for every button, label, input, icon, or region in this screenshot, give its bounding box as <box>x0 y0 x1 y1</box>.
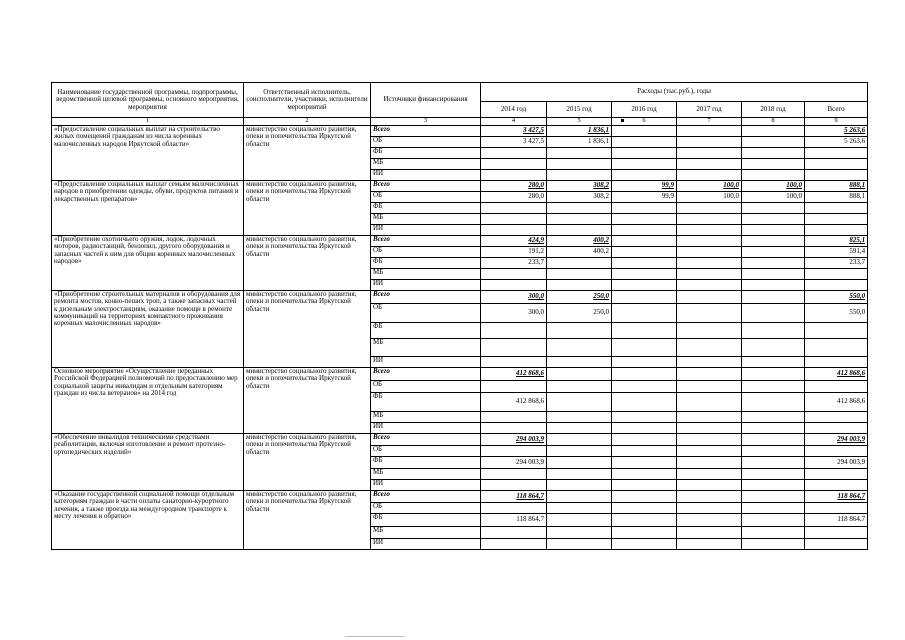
cell-total: 550,0 <box>805 291 868 304</box>
cell-value <box>612 357 677 368</box>
cell-value: 100,0 <box>742 192 805 203</box>
funding-source: ОБ <box>371 503 481 514</box>
cell-value <box>742 368 805 381</box>
cell-value <box>481 225 547 236</box>
funding-source: Всего <box>371 236 481 247</box>
cell-total <box>805 280 868 291</box>
header-costs: Расходы (тыс.руб.), годы <box>481 83 868 102</box>
funding-source: ФБ <box>371 258 481 269</box>
cell-value <box>612 225 677 236</box>
column-number: 3 <box>371 118 481 126</box>
cell-value <box>612 503 677 514</box>
funding-source: ОБ <box>371 381 481 393</box>
cell-total <box>805 469 868 480</box>
cell-value <box>742 203 805 214</box>
cell-value <box>612 323 677 339</box>
cell-value <box>481 159 547 170</box>
cell-value <box>612 159 677 170</box>
cell-value <box>742 423 805 434</box>
cell-value <box>677 446 742 457</box>
column-number: 2 <box>244 118 371 126</box>
cell-value <box>677 491 742 503</box>
funding-source: ОБ <box>371 192 481 203</box>
cell-value <box>742 137 805 148</box>
cell-total <box>805 339 868 357</box>
program-name: Основное мероприятие «Осуществление переданных Российской Федерацией полномочий по предоставлению мер социальной защиты инвалидам и отдельным категориям граждан из числа ветеранов» на 2014 год <box>52 368 244 434</box>
cell-value <box>742 503 805 514</box>
cell-value <box>612 170 677 181</box>
cell-total: 5 263,6 <box>805 126 868 137</box>
funding-source: МБ <box>371 269 481 280</box>
cell-value: 3 427,5 <box>481 137 547 148</box>
cell-value <box>547 423 612 434</box>
cell-value <box>742 393 805 412</box>
cell-value <box>547 323 612 339</box>
funding-source: Всего <box>371 126 481 137</box>
funding-source: ФБ <box>371 323 481 339</box>
cell-value <box>547 539 612 550</box>
cell-value <box>612 393 677 412</box>
funding-source: МБ <box>371 412 481 423</box>
cell-value <box>547 269 612 280</box>
cell-value <box>547 434 612 446</box>
cell-value: 412 868,6 <box>481 393 547 412</box>
cell-value <box>677 323 742 339</box>
program-name: «Приобретение охотничьего оружия, лодок, лодочных моторов, радиостанций, бензопил, другого оборудования и запасных частей к ним для общин коренных малочисленных народов» <box>52 236 244 291</box>
cell-value <box>547 159 612 170</box>
cell-value <box>677 126 742 137</box>
cell-total <box>805 527 868 539</box>
cell-value <box>547 469 612 480</box>
cell-value <box>547 514 612 527</box>
funding-source: Всего <box>371 181 481 192</box>
group-total-row <box>52 126 868 137</box>
cell-value <box>612 304 677 323</box>
program-name: «Предоставление социальных выплат на строительство жилых помещений гражданам из числа коренных малочисленных народов Иркутской области» <box>52 126 244 181</box>
cell-value <box>742 527 805 539</box>
cell-value <box>677 236 742 247</box>
cell-value <box>547 503 612 514</box>
cell-value: 400,2 <box>547 247 612 258</box>
cell-value <box>481 446 547 457</box>
column-numbers-row <box>52 118 868 126</box>
cell-value <box>742 280 805 291</box>
funding-source: ФБ <box>371 393 481 412</box>
program-name: «Обеспечение инвалидов техническими средствами реабилитации, включая изготовление и ремонт протезно-ортопедических изделий» <box>52 434 244 491</box>
cell-value <box>742 269 805 280</box>
cell-value <box>742 539 805 550</box>
column-number: 4 <box>481 118 547 126</box>
funding-source: Всего <box>371 368 481 381</box>
cell-value <box>547 203 612 214</box>
funding-source: ФБ <box>371 203 481 214</box>
cell-value <box>547 393 612 412</box>
cell-value <box>612 469 677 480</box>
cell-total <box>805 323 868 339</box>
cell-total <box>805 480 868 491</box>
header-year: 2014 год <box>481 102 547 118</box>
cell-value <box>742 148 805 159</box>
group-total-row <box>52 491 868 503</box>
executor: министерство социального развития, опеки и попечительства Иркутской области <box>244 236 371 291</box>
group-total-row <box>52 368 868 381</box>
header-row <box>52 83 868 102</box>
cell-value: 99,9 <box>612 181 677 192</box>
cell-total: 412 868,6 <box>805 393 868 412</box>
cell-value <box>677 480 742 491</box>
cell-value <box>677 527 742 539</box>
cell-value <box>547 457 612 469</box>
funding-source: ФБ <box>371 148 481 159</box>
cell-value <box>612 381 677 393</box>
cell-value <box>547 412 612 423</box>
cell-value <box>742 339 805 357</box>
cell-value <box>481 412 547 423</box>
executor: министерство социального развития, опеки и попечительства Иркутской области <box>244 491 371 550</box>
cell-value <box>612 214 677 225</box>
cell-total: 294 003,9 <box>805 434 868 446</box>
cell-value <box>677 304 742 323</box>
funding-source: ИИ <box>371 539 481 550</box>
budget-table <box>51 82 868 550</box>
column-number: 9 <box>805 118 868 126</box>
header-name: Наименование государственной программы, подпрограммы, ведомственной целевой программы, основного мероприятия, мероприятия <box>52 83 244 118</box>
cell-value <box>481 480 547 491</box>
cell-value: 308,2 <box>547 192 612 203</box>
program-name: «Предоставление социальных выплат семьям малочисленных народов в приобретении одежды, обуви, продуктов питания и лекарственных препаратов» <box>52 181 244 236</box>
cell-value: 294 003,9 <box>481 457 547 469</box>
cell-value <box>677 368 742 381</box>
funding-source: МБ <box>371 527 481 539</box>
column-number: 1 <box>52 118 244 126</box>
executor: министерство социального развития, опеки и попечительства Иркутской области <box>244 291 371 368</box>
cell-value: 100,0 <box>677 181 742 192</box>
funding-source: МБ <box>371 159 481 170</box>
cell-value <box>612 258 677 269</box>
header-sources: Источники финансирования <box>371 83 481 118</box>
cell-total: 5 263,6 <box>805 137 868 148</box>
program-name: «Оказание государственной социальной помощи отдельным категориям граждан в части оплаты санаторно-курортного лечения, а также проезда на междугородном транспорте к месту лечения и обратно» <box>52 491 244 550</box>
cell-total: 118 864,7 <box>805 514 868 527</box>
funding-source: ИИ <box>371 170 481 181</box>
cell-value <box>677 291 742 304</box>
cell-total <box>805 159 868 170</box>
funding-source: ИИ <box>371 423 481 434</box>
cell-value <box>677 423 742 434</box>
cell-value <box>677 258 742 269</box>
cell-total: 888,1 <box>805 192 868 203</box>
cell-value <box>547 357 612 368</box>
cell-value: 424,9 <box>481 236 547 247</box>
header-year: 2017 год <box>677 102 742 118</box>
cell-value: 1 836,1 <box>547 137 612 148</box>
cell-total <box>805 203 868 214</box>
column-number: 8 <box>742 118 805 126</box>
cell-value: 300,0 <box>481 304 547 323</box>
cell-value <box>481 323 547 339</box>
funding-source: ОБ <box>371 137 481 148</box>
cell-value <box>481 469 547 480</box>
cell-value <box>677 159 742 170</box>
cell-value <box>677 148 742 159</box>
cell-value <box>677 214 742 225</box>
cell-value: 400,2 <box>547 236 612 247</box>
cell-value <box>677 393 742 412</box>
cell-value <box>742 258 805 269</box>
cell-total <box>805 357 868 368</box>
cell-value <box>481 170 547 181</box>
cell-value <box>612 423 677 434</box>
header-total: Всего <box>805 102 868 118</box>
cell-value: 280,0 <box>481 181 547 192</box>
cell-total <box>805 503 868 514</box>
cell-value <box>612 527 677 539</box>
funding-source: ФБ <box>371 514 481 527</box>
cell-value <box>547 225 612 236</box>
cell-value <box>612 269 677 280</box>
cell-value <box>677 514 742 527</box>
cell-total <box>805 225 868 236</box>
funding-source: МБ <box>371 469 481 480</box>
cell-value: 3 427,5 <box>481 126 547 137</box>
cell-value <box>742 247 805 258</box>
cell-value: 250,0 <box>547 304 612 323</box>
cell-total: 550,0 <box>805 304 868 323</box>
column-number: 5 <box>547 118 612 126</box>
cell-total <box>805 446 868 457</box>
cell-value: 280,0 <box>481 192 547 203</box>
group-total-row <box>52 236 868 247</box>
cell-value: 100,0 <box>677 192 742 203</box>
header-executor: Ответственный исполнитель, соисполнители, участники, исполнители мероприятий <box>244 83 371 118</box>
cell-value <box>481 203 547 214</box>
cell-value <box>677 412 742 423</box>
cell-value <box>742 446 805 457</box>
cell-value <box>547 368 612 381</box>
funding-source: ИИ <box>371 225 481 236</box>
cell-value <box>612 491 677 503</box>
cell-total <box>805 214 868 225</box>
funding-source: ОБ <box>371 247 481 258</box>
cell-value <box>612 236 677 247</box>
cell-value <box>547 280 612 291</box>
cell-value <box>677 137 742 148</box>
executor: министерство социального развития, опеки и попечительства Иркутской области <box>244 126 371 181</box>
cell-value <box>677 280 742 291</box>
cell-value <box>481 339 547 357</box>
cell-value <box>612 126 677 137</box>
cell-total <box>805 148 868 159</box>
cell-value <box>481 423 547 434</box>
column-number: 6 <box>612 118 677 126</box>
cell-value <box>547 491 612 503</box>
funding-source: Всего <box>371 291 481 304</box>
cell-total <box>805 539 868 550</box>
cell-value <box>481 503 547 514</box>
cell-value: 412 868,6 <box>481 368 547 381</box>
cell-value <box>481 280 547 291</box>
cell-value <box>742 291 805 304</box>
funding-source: ИИ <box>371 480 481 491</box>
cell-value <box>742 469 805 480</box>
cell-total: 591,4 <box>805 247 868 258</box>
cell-value <box>742 381 805 393</box>
cell-value <box>742 491 805 503</box>
cell-value <box>742 225 805 236</box>
cell-value <box>547 339 612 357</box>
cell-value <box>612 480 677 491</box>
cell-value: 1 836,1 <box>547 126 612 137</box>
cell-value <box>612 368 677 381</box>
cell-value <box>612 291 677 304</box>
cell-value <box>742 323 805 339</box>
cell-value <box>742 170 805 181</box>
cell-value <box>677 381 742 393</box>
group-total-row <box>52 181 868 192</box>
cell-value <box>742 480 805 491</box>
cell-value: 99,9 <box>612 192 677 203</box>
cell-value <box>481 214 547 225</box>
header-year: 2016 год <box>612 102 677 118</box>
cell-value <box>742 434 805 446</box>
program-name: «Приобретение строительных материалов и оборудования для ремонта мостов, конно-пеших троп, а также запасных частей к дизельным электростанциям, оказание помощи в ремонте коммуникаций на территориях компактного проживания коренных малочисленных народов» <box>52 291 244 368</box>
cell-total: 888,1 <box>805 181 868 192</box>
cell-value <box>481 539 547 550</box>
funding-source: ИИ <box>371 357 481 368</box>
column-number: 7 <box>677 118 742 126</box>
cell-value: 118 864,7 <box>481 491 547 503</box>
cell-value <box>481 148 547 159</box>
cell-value <box>742 357 805 368</box>
cell-value <box>677 457 742 469</box>
cell-value <box>547 258 612 269</box>
cell-value <box>742 304 805 323</box>
cell-value: 191,2 <box>481 247 547 258</box>
cell-value: 250,0 <box>547 291 612 304</box>
cell-total: 118 864,7 <box>805 491 868 503</box>
cell-value <box>612 539 677 550</box>
cell-total: 825,1 <box>805 236 868 247</box>
cell-value <box>547 148 612 159</box>
cell-value <box>677 469 742 480</box>
cell-total: 233,7 <box>805 258 868 269</box>
cell-value <box>677 503 742 514</box>
cell-value <box>612 457 677 469</box>
group-total-row <box>52 291 868 304</box>
cell-value <box>612 434 677 446</box>
cell-value <box>742 514 805 527</box>
header-year: 2018 год <box>742 102 805 118</box>
cell-value <box>547 214 612 225</box>
cell-value <box>677 203 742 214</box>
cell-value <box>742 457 805 469</box>
cell-value <box>612 339 677 357</box>
cell-value <box>547 381 612 393</box>
cell-value <box>742 159 805 170</box>
cell-value <box>677 247 742 258</box>
executor: министерство социального развития, опеки и попечительства Иркутской области <box>244 181 371 236</box>
group-total-row <box>52 434 868 446</box>
cell-value <box>677 339 742 357</box>
cell-value <box>742 126 805 137</box>
cell-value: 118 864,7 <box>481 514 547 527</box>
cell-value <box>481 527 547 539</box>
cell-value <box>612 280 677 291</box>
cell-total: 412 868,6 <box>805 368 868 381</box>
cell-total <box>805 269 868 280</box>
funding-source: ФБ <box>371 457 481 469</box>
cell-value <box>481 357 547 368</box>
executor: министерство социального развития, опеки и попечительства Иркутской области <box>244 368 371 434</box>
cell-value <box>612 446 677 457</box>
cell-value: 100,0 <box>742 181 805 192</box>
cell-value <box>612 148 677 159</box>
cell-total <box>805 170 868 181</box>
funding-source: МБ <box>371 339 481 357</box>
cell-value: 308,2 <box>547 181 612 192</box>
cell-value <box>742 412 805 423</box>
funding-source: ИИ <box>371 280 481 291</box>
funding-source: Всего <box>371 434 481 446</box>
cell-value <box>547 446 612 457</box>
cell-value <box>547 527 612 539</box>
cell-value <box>547 480 612 491</box>
cell-value: 233,7 <box>481 258 547 269</box>
cell-total <box>805 412 868 423</box>
funding-source: Всего <box>371 491 481 503</box>
cell-value <box>677 170 742 181</box>
cell-value <box>612 514 677 527</box>
cell-total <box>805 381 868 393</box>
cell-value <box>612 247 677 258</box>
cell-value <box>612 412 677 423</box>
cell-value <box>612 203 677 214</box>
cell-value <box>481 269 547 280</box>
cell-total: 294 003,9 <box>805 457 868 469</box>
cell-value <box>677 269 742 280</box>
cell-value <box>742 214 805 225</box>
cell-value <box>677 434 742 446</box>
cell-total <box>805 423 868 434</box>
cell-value <box>677 225 742 236</box>
cell-value <box>481 381 547 393</box>
cell-value <box>742 236 805 247</box>
cell-value <box>612 137 677 148</box>
cell-value: 294 003,9 <box>481 434 547 446</box>
cell-value <box>677 357 742 368</box>
executor: министерство социального развития, опеки и попечительства Иркутской области <box>244 434 371 491</box>
funding-source: МБ <box>371 214 481 225</box>
cell-value <box>547 170 612 181</box>
scan-artifact <box>345 636 405 637</box>
cell-value <box>677 539 742 550</box>
header-year: 2015 год <box>547 102 612 118</box>
funding-source: ОБ <box>371 304 481 323</box>
funding-source: ОБ <box>371 446 481 457</box>
cell-value: 300,0 <box>481 291 547 304</box>
